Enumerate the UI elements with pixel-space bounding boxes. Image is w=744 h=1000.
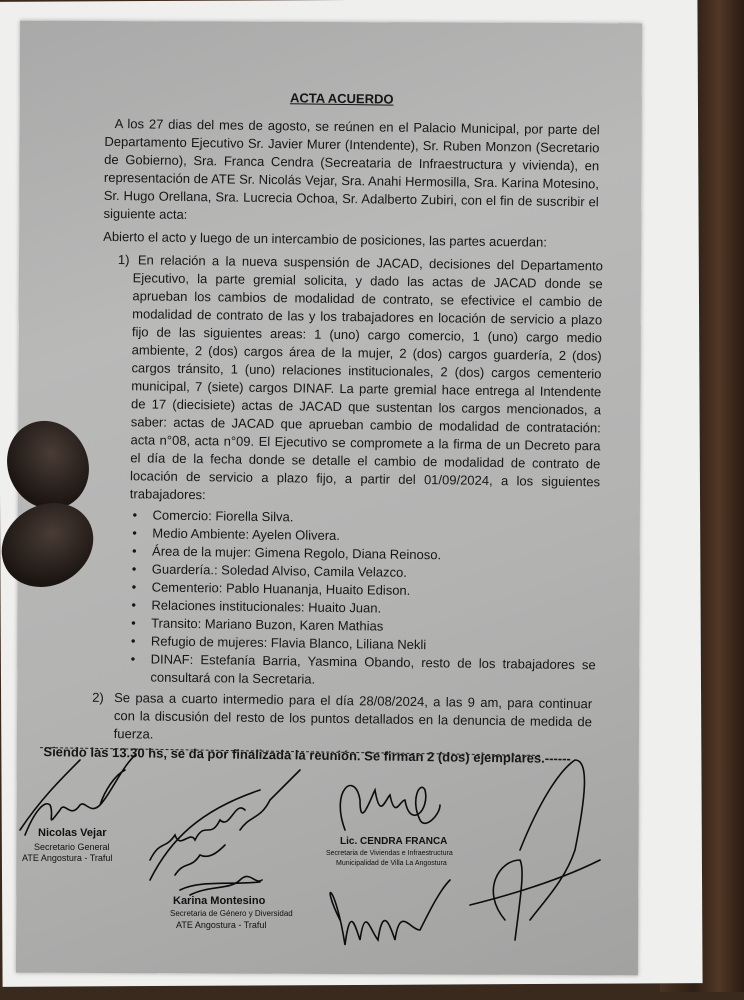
signature-middle	[150, 770, 300, 880]
signature-vejar	[20, 755, 135, 835]
item2-number: 2)	[92, 689, 104, 705]
signer-name: Nicolas Vejar	[38, 827, 107, 839]
signer-role: Secretario General	[34, 842, 110, 852]
intro-line: Sr. Hugo Orellana, Sra. Lucrecia Ochoa, Sr. Adalberto Zubiri, con el fin de suscribir el	[103, 187, 599, 210]
worker-list-item: DINAF: Estefanía Barria, Yasmina Obando, resto de los trabajadores se	[150, 651, 596, 673]
signer-role: Secretaria de Viviendas e Infraestructura	[326, 850, 453, 857]
worker-list-item: • Relaciones institucionales: Huaito Juan.	[151, 598, 381, 616]
signature-cendra	[340, 786, 440, 830]
item1-line: Ejecutivo, la parte gremial solicita, y dado las actas de JACAD donde se	[132, 270, 603, 292]
item1-line: de 17 (diecisiete) actas de JACAD que sustentan los cargos mencionados, a	[130, 396, 602, 418]
item1-line: locación de servicio a plazo fijo, a partir del 01/09/2024, a los siguientes	[129, 468, 601, 490]
intro-line: de Gobierno), Sra. Franca Cendra (Secreataria de Infraestructura y vivienda), en	[104, 151, 600, 174]
item1-line: ambiente, 2 (dos) cargos área de la mujer, 2 (dos) cargos guardería, 2 (dos)	[131, 342, 602, 364]
worker-list-continuation: consultará con la Secretaria.	[150, 669, 316, 687]
signature-montesino	[180, 876, 262, 895]
signature-right	[470, 760, 600, 940]
closing-line: Siendo las 13.30 hs, se da por finalizada la reunión. Se firman 2 (dos) ejemplares.------	[43, 744, 571, 767]
item1-line: acta n°08, acta n°09. El Ejecutivo se compromete a la firma de un Decreto para	[130, 432, 601, 454]
worker-list-item: • Área de la mujer: Gimena Regolo, Diana Reinoso.	[152, 544, 441, 563]
item1-line: En relación a la nueva suspensión de JACAD, decisiones del Departamento	[137, 252, 603, 274]
worker-list-item: • Transito: Mariano Buzon, Karen Mathias	[151, 616, 383, 634]
item2-line: con la discusión del resto de los puntos detallados en la denuncia de medida de	[113, 708, 593, 730]
item1-line: fijo de las siguientes areas: 1 (uno) cargo comercio, 1 (uno) cargo medio	[131, 324, 603, 346]
signer-name: Karina Montesino	[173, 895, 266, 907]
item1-line: cargos tránsito, 1 (uno) relaciones institucionales, 2 (dos) cargos cementerio	[131, 360, 602, 382]
worker-list-item: • Comercio: Fiorella Silva.	[152, 508, 293, 525]
signature-bottom-center	[330, 880, 450, 945]
intro-line: Departamento Ejecutivo Sr. Javier Murer (Intendente), Sr. Ruben Monzon (Secretario	[104, 133, 600, 156]
item1-line: el día de la fecha donde se detalle el cambio de modalidad de contrato de	[130, 450, 601, 472]
worker-list-item: • Refugio de mujeres: Flavia Blanco, Liliana Nekli	[151, 634, 426, 653]
intro-line: representación de ATE Sr. Nicolás Vejar, Sra. Anahi Hermosilla, Sra. Karina Motesino,	[103, 169, 600, 192]
item1-line: modalidad de contrato de las y los trabajadores en locación de servicio a plazo	[132, 306, 603, 328]
signer-org: ATE Angostura - Traful	[176, 920, 267, 930]
item1-line: aprueban los cambios de modalidad de contrato, se efectivice el cambio de	[132, 288, 603, 310]
worker-list-item: • Cementerio: Pablo Huananja, Huaito Edison.	[152, 580, 411, 598]
signer-role: Secretaria de Género y Diversidad	[170, 909, 293, 918]
item1-line: saber: actas de JACAD que aprueban cambio de modalidad de contratación:	[130, 414, 601, 436]
item1-line: trabajadores:	[129, 486, 206, 503]
opening-line: Abierto el acto y luego de un intercambio de posiciones, las partes acuerdan:	[103, 228, 547, 250]
intro-line: siguiente acta:	[103, 205, 188, 222]
signer-org: Municipalidad de Villa La Angostura	[336, 860, 447, 867]
signer-org: ATE Angostura - Traful	[22, 853, 113, 863]
item1-number: 1)	[117, 252, 130, 268]
item2-line: fuerza.	[113, 726, 154, 742]
worker-list-item: • Medio Ambiente: Ayelen Olivera.	[152, 526, 340, 543]
bullet: •	[130, 651, 136, 667]
worker-list-item: • Guardería.: Soledad Alviso, Camila Velazco.	[152, 562, 407, 580]
item2-line: Se pasa a cuarto intermedio para el día 28/08/2024, a las 9 am, para continuar	[114, 690, 593, 712]
intro-line: A los 27 dias del mes de agosto, se reúnen en el Palacio Municipal, por parte del	[114, 115, 600, 138]
item1-line: municipal, 7 (siete) cargos DINAF. La parte gremial hace entrega al Intendente	[131, 378, 602, 400]
signer-name: Lic. CENDRA FRANCA	[340, 836, 448, 847]
document-title: ACTA ACUERDO	[289, 90, 394, 107]
